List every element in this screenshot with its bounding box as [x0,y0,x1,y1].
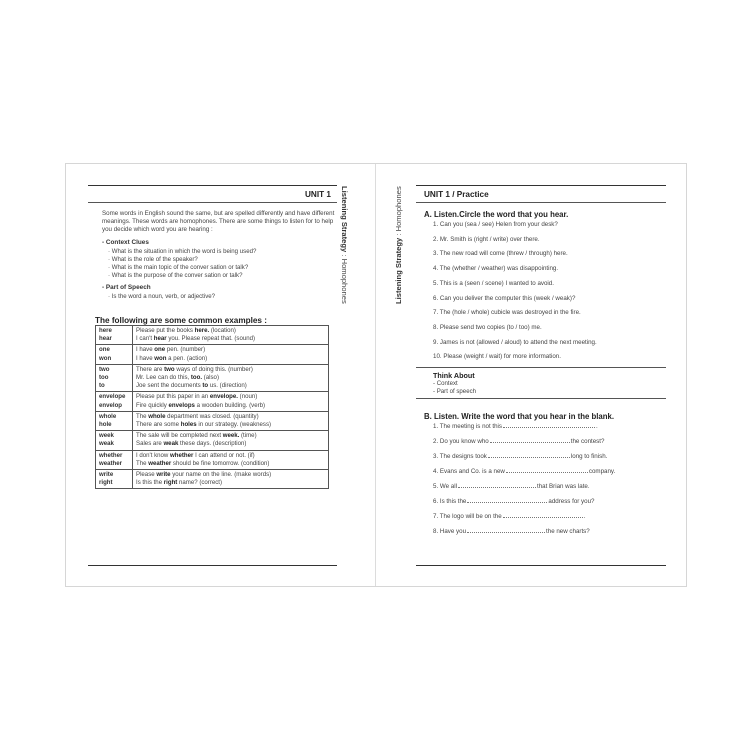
question-item: 9. James is not (allowed / aloud) to attend the next meeting. [433,338,597,346]
think-bottom-rule [416,398,666,399]
clue-line: · What is the situation in which the word is being used? [108,247,257,255]
think-top-rule [416,367,666,368]
answer-blank[interactable] [506,467,588,473]
words-cell [96,326,133,345]
table-row [96,326,329,345]
sentence: Please write your name on the line. (make words) [136,471,272,479]
word: write [99,471,114,479]
part-of-speech-heading: - Part of Speech [102,284,151,291]
sentences-cell [133,450,329,469]
think-item: - Context [433,380,458,387]
clue-line: · What is the main topic of the conver sation or talk? [108,263,249,271]
unit-title: UNIT 1 [305,190,331,199]
unit-title: UNIT 1 / Practice [424,190,489,199]
table-row [96,450,329,469]
homophones-table [95,325,329,489]
word: whole [99,412,117,420]
words-cell [96,392,133,411]
table-row [96,392,329,411]
blank-item: 8. Have you the new charts? [433,528,590,535]
sentence: There are two ways of doing this. (number) [136,365,253,373]
side-label-bold: Listening Strategy [394,237,403,304]
sentence: Please put this paper in an envelope. (noun) [136,393,258,401]
question-item: 4. The (whether / weather) was disappointing. [433,265,559,273]
sentences-cell [133,470,329,489]
word: weak [99,440,114,448]
words-cell [96,431,133,450]
context-clues-heading: - Context Clues [102,239,149,246]
words-cell [96,470,133,489]
word: weather [99,459,123,467]
sentences-cell [133,364,329,392]
think-item: - Part of speech [433,388,477,395]
side-label-rest: : Homophones [340,252,349,304]
words-cell [96,450,133,469]
word: whether [99,451,123,459]
bottom-rule [88,565,337,566]
word: envelope [99,393,126,401]
clue-line: · What is the role of the speaker? [108,255,198,263]
header-rule [88,202,337,203]
sentence: The whole department was closed. (quantity) [136,412,259,420]
sentence: Joe sent the documents to us. (direction) [136,382,247,390]
table-row [96,411,329,430]
word: here [99,327,112,334]
section-b-title: B. Listen. Write the word that you hear in the blank. [424,412,615,421]
question-item: 5. This is a (seen / scene) I wanted to avoid. [433,279,554,287]
side-label-rest: : Homophones [394,186,403,238]
question-item: 1. Can you (sea / see) Helen from your desk? [433,221,558,228]
book-spread [65,163,687,587]
answer-blank[interactable] [467,497,547,503]
sentence: I can't hear you. Please repeat that. (sound) [136,335,256,343]
sentence: Is this the right name? (correct) [136,479,223,487]
header-rule [416,202,666,203]
blank-item: 6. Is this the address for you? [433,498,595,505]
word: right [99,479,113,487]
table-row [96,431,329,450]
answer-blank[interactable] [467,527,545,533]
sentence: Please put the books here. (location) [136,327,236,334]
question-item: 2. Mr. Smith is (right / write) over there. [433,235,540,243]
sentences-cell [133,392,329,411]
examples-title: The following are some common examples : [95,316,267,325]
blank-item: 5. We all that Brian was late. [433,483,590,490]
word: hole [99,421,112,429]
top-rule [88,185,337,186]
sentence: The weather should be fine tomorrow. (condition) [136,459,270,467]
side-label [394,186,403,304]
question-item: 3. The new road will come (threw / through) here. [433,250,568,258]
question-item: 10. Please (weight / wait) for more information. [433,353,561,361]
sentence: Fire quickly envelops a wooden building. (verb) [136,401,266,409]
table-row [96,345,329,364]
answer-blank[interactable] [458,482,536,488]
sentence: The sale will be completed next week. (time) [136,432,257,440]
word: hear [99,335,112,343]
answer-blank[interactable] [503,422,595,428]
word: week [99,432,114,440]
sentence: I don't know whether I can attend or not. (if) [136,451,255,459]
word: envelop [99,401,123,409]
word: won [99,354,112,362]
word: to [99,382,105,390]
table-row [96,470,329,489]
question-item: 6. Can you deliver the computer this (week / weak)? [433,294,576,302]
section-a-title: A. Listen.Circle the word that you hear. [424,210,569,219]
words-cell [96,364,133,392]
sentences-cell [133,431,329,450]
answer-blank[interactable] [503,512,583,518]
blank-item: 2. Do you know who the contest? [433,438,605,445]
top-rule [416,185,666,186]
side-label [340,186,349,304]
blank-item: 3. The designs took long to finish. [433,453,608,460]
sentences-cell [133,326,329,345]
words-cell [96,411,133,430]
blank-item: 7. The logo will be on the . [433,513,586,520]
intro-paragraph: Some words in English sound the same, but are spelled differently and have different meanings. These words are homophones. There are some things to listen for to help you decide which word you are hearing : [102,210,335,234]
right-page [376,164,686,586]
sentence: There are some holes in our strategy. (weakness) [136,421,272,429]
answer-blank[interactable] [490,437,570,443]
bottom-rule [416,565,666,566]
table-row [96,364,329,392]
question-item: 8. Please send two copies (to / too) me. [433,323,542,331]
question-item: 7. The (hole / whole) cubicle was destroyed in the fire. [433,309,581,317]
word: too [99,374,109,382]
blank-item: 1. The meeting is not this . [433,423,598,430]
sentences-cell [133,411,329,430]
word: one [99,346,110,354]
think-about-title: Think About [433,371,475,380]
sentence: Mr. Lee can do this, too. (also) [136,374,219,382]
sentence: Sales are weak these days. (description) [136,440,247,448]
sentence: I have one pen. (number) [136,346,206,354]
side-label-bold: Listening Strategy [340,186,349,253]
left-page [66,164,376,586]
word: two [99,365,110,373]
blank-item: 4. Evans and Co. is a new company. [433,468,616,475]
clue-line: · What is the purpose of the conver sation or talk? [108,271,243,279]
clue-line: · Is the word a noun, verb, or adjective? [108,293,216,300]
sentence: I have won a pen. (action) [136,354,208,362]
sentences-cell [133,345,329,364]
words-cell [96,345,133,364]
answer-blank[interactable] [488,452,570,458]
